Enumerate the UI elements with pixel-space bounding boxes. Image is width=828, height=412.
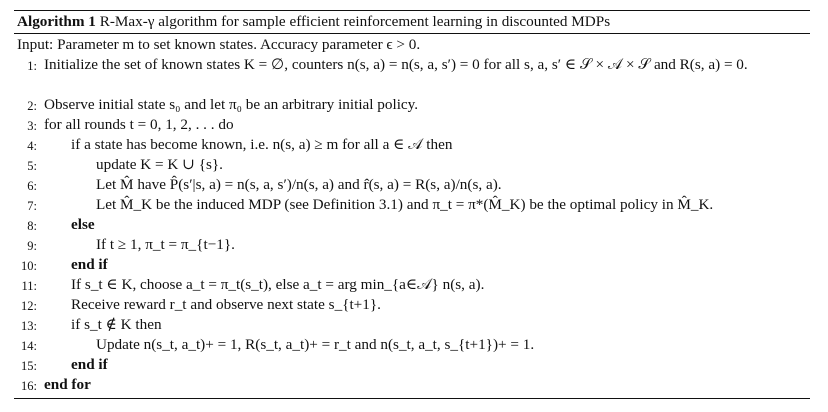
line-number: 6: xyxy=(27,179,37,193)
line-text: if a state has become known, i.e. n(s, a) ≥ m for all a ∈ 𝒜 then xyxy=(71,136,453,153)
line-number: 13: xyxy=(21,319,37,333)
line-text: Let M̂ have P̂(s′|s, a) = n(s, a, s′)/n(s, a) and r̂(s, a) = R(s, a)/n(s, a). xyxy=(96,176,502,193)
line-text: If t ≥ 1, π_t = π_{t−1}. xyxy=(96,236,235,253)
line-text: If s_t ∈ K, choose a_t = π_t(s_t), else a_t = arg min_{a∈𝒜} n(s, a). xyxy=(71,276,485,293)
line-text: end if xyxy=(71,356,108,373)
algorithm-title: R-Max-γ algorithm for sample efficient reinforcement learning in discounted MDPs xyxy=(99,13,611,30)
algorithm-line xyxy=(14,335,810,355)
line-number: 2: xyxy=(27,99,37,113)
bottom-rule xyxy=(14,398,810,399)
line-number: 8: xyxy=(27,219,37,233)
line-text: else xyxy=(71,216,95,233)
algorithm-line xyxy=(14,275,810,295)
algorithm-line xyxy=(14,235,810,255)
algorithm-line xyxy=(14,215,810,235)
line-number: 5: xyxy=(27,159,37,173)
line-number: 14: xyxy=(21,339,37,353)
algorithm-line xyxy=(14,135,810,155)
line-number: 12: xyxy=(21,299,37,313)
algorithm-line xyxy=(14,375,810,395)
line-number: 3: xyxy=(27,119,37,133)
input-line xyxy=(14,35,810,55)
line-text: update K = K ∪ {s}. xyxy=(96,156,223,173)
line-text: if s_t ∉ K then xyxy=(71,316,162,333)
algorithm-lines xyxy=(14,34,810,395)
algorithm-label: Algorithm 1 xyxy=(17,13,96,30)
line-text: end for xyxy=(44,376,91,393)
algorithm-line xyxy=(14,55,810,95)
line-text: for all rounds t = 0, 1, 2, . . . do xyxy=(44,116,234,133)
algorithm-line xyxy=(14,295,810,315)
algorithm-block xyxy=(14,10,810,399)
algorithm-line xyxy=(14,255,810,275)
line-number: 9: xyxy=(27,239,37,253)
algorithm-line xyxy=(14,355,810,375)
line-text: Initialize the set of known states K = ∅, counters n(s, a) = n(s, a, s′) = 0 for all s, a, s′ ∈ 𝒮 × 𝒜 × 𝒮 and R(s, a) = 0. xyxy=(44,56,748,73)
line-number: 15: xyxy=(21,359,37,373)
line-text: Receive reward r_t and observe next state s_{t+1}. xyxy=(71,296,381,313)
line-text: Observe initial state s₀ and let π₀ be an arbitrary initial policy. xyxy=(44,96,419,113)
algorithm-line xyxy=(14,175,810,195)
algorithm-line xyxy=(14,195,810,215)
algorithm-caption xyxy=(14,11,810,33)
line-text: end if xyxy=(71,256,108,273)
line-text: Let M̂_K be the induced MDP (see Definition 3.1) and π_t = π*(M̂_K) be the optimal policy in M̂_K. xyxy=(96,196,714,213)
line-number: 10: xyxy=(21,259,37,273)
line-number: 4: xyxy=(27,139,37,153)
line-text: Update n(s_t, a_t)+ = 1, R(s_t, a_t)+ = r_t and n(s_t, a_t, s_{t+1})+ = 1. xyxy=(96,336,535,353)
line-number: 11: xyxy=(21,279,37,293)
line-number: 1: xyxy=(27,59,37,73)
algorithm-line xyxy=(14,315,810,335)
input-text: Input: Parameter m to set known states. Accuracy parameter ϵ > 0. xyxy=(17,36,421,53)
algorithm-line xyxy=(14,115,810,135)
algorithm-line xyxy=(14,155,810,175)
line-number: 16: xyxy=(21,379,37,393)
algorithm-line xyxy=(14,95,810,115)
line-number: 7: xyxy=(27,199,37,213)
